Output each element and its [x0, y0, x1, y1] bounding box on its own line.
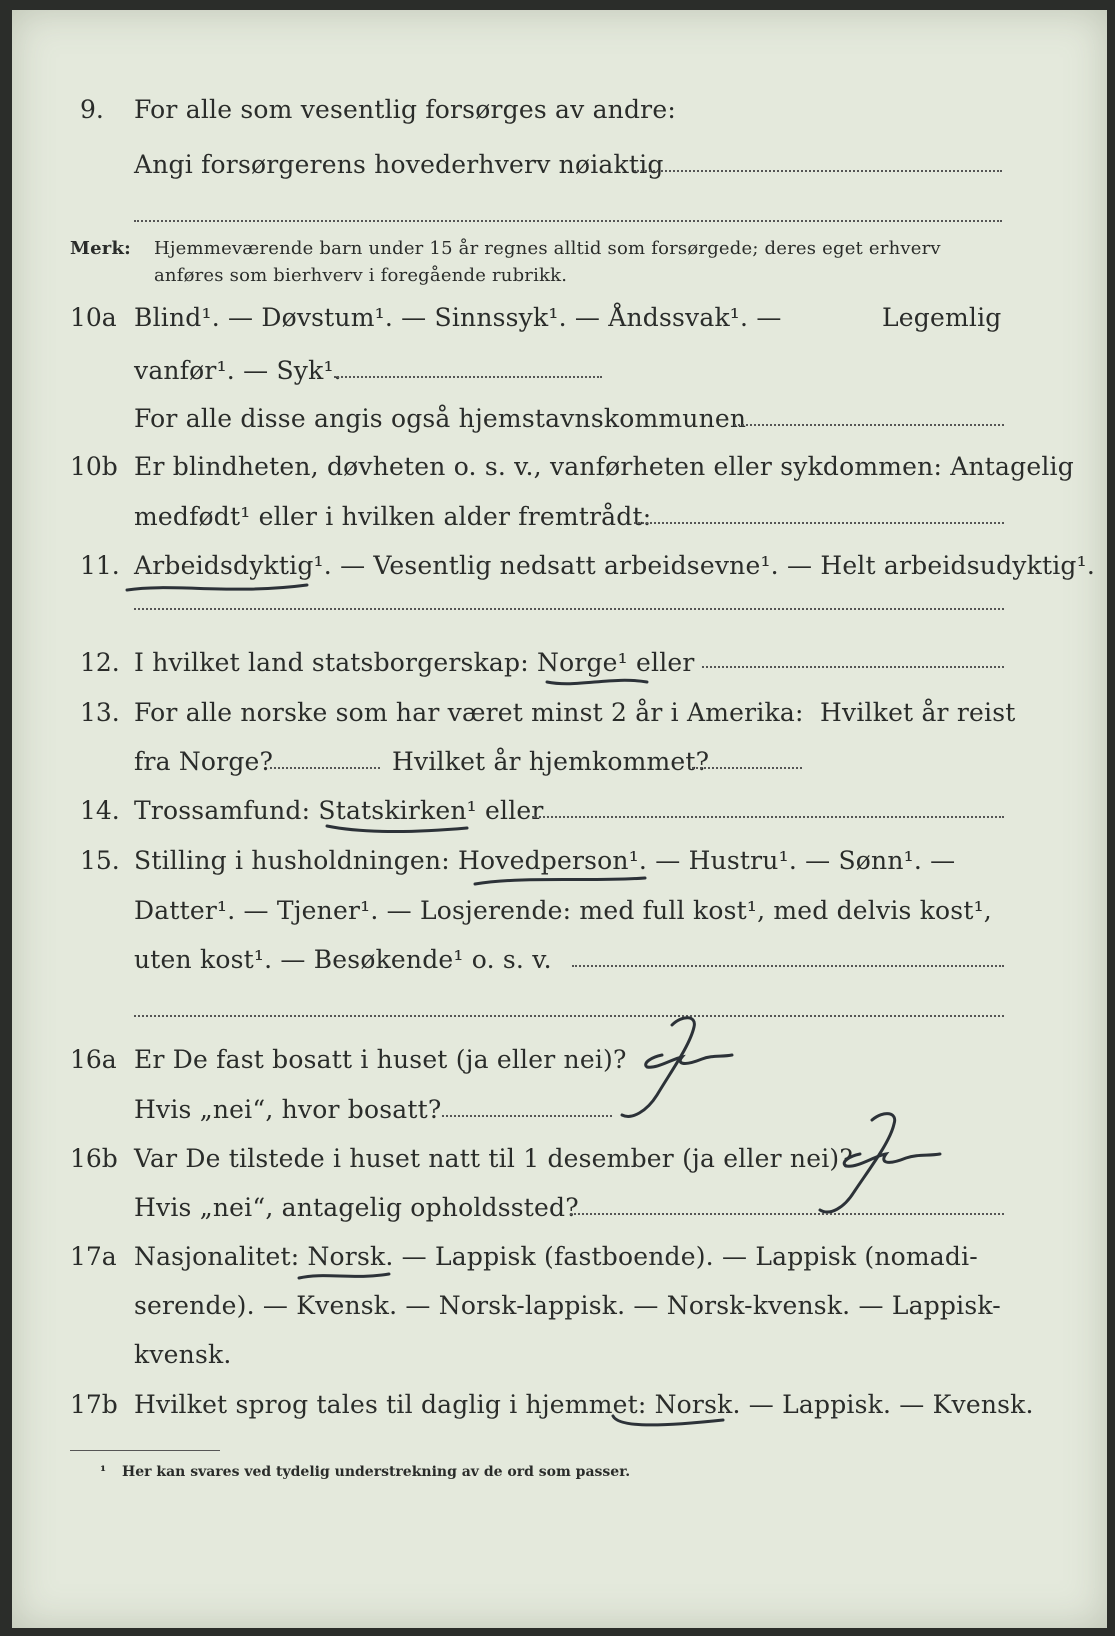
footnote-text: Her kan svares ved tydelig understrekning av de ord som passer.	[122, 1464, 631, 1480]
merk-label: Merk:	[70, 238, 131, 259]
q10a-syk-line	[334, 376, 602, 378]
q15-answer-line-2	[134, 1015, 1004, 1017]
q10a-line1b: Legemlig	[882, 303, 1002, 332]
q9-answer-line-2	[134, 220, 1002, 222]
q9-number: 9.	[80, 95, 104, 124]
q13-line1b: Hvilket år reist	[820, 698, 1016, 727]
q16a-number: 16a	[70, 1045, 117, 1074]
q11-line1: Arbeidsdyktig¹. — Vesentlig nedsatt arbeidsevne¹. — Helt arbeidsudyktig¹.	[134, 551, 1095, 580]
q14-line1: Trossamfund: Statskirken¹ eller	[134, 796, 544, 825]
q9-line2: Angi forsørgerens hovederhverv nøiaktig	[134, 150, 664, 179]
q14-handwritten-underline	[322, 818, 472, 840]
q10b-answer-line	[634, 522, 1004, 524]
q17b-number: 17b	[70, 1390, 118, 1419]
q17a-line2: serende). — Kvensk. — Norsk-lappisk. — Norsk-kvensk. — Lappisk-	[134, 1291, 1001, 1320]
q10a-line3: For alle disse angis også hjemstavnskommunen	[134, 404, 747, 433]
q13-line2b: Hvilket år hjemkommet?	[392, 747, 710, 776]
q16a-handwritten-answer	[602, 1015, 742, 1135]
q10a-line1a: Blind¹. — Døvstum¹. — Sinnssyk¹. — Åndssvak¹. —	[134, 303, 782, 332]
footnote-mark: ¹	[100, 1464, 107, 1480]
q10a-line2: vanfør¹. — Syk¹.	[134, 356, 342, 385]
q15-line2: Datter¹. — Tjener¹. — Losjerende: med full kost¹, med delvis kost¹,	[134, 896, 992, 925]
q9-line1: For alle som vesentlig forsørges av andre:	[134, 95, 676, 124]
q10b-number: 10b	[70, 452, 118, 481]
census-form-page	[12, 10, 1107, 1628]
q11-handwritten-underline	[122, 575, 312, 600]
q16b-answer-line	[570, 1213, 1004, 1215]
q10a-number: 10a	[70, 303, 117, 332]
q11-answer-line	[134, 608, 1004, 610]
q11-number: 11.	[80, 551, 120, 580]
q10a-answer-line	[734, 424, 1004, 426]
q14-answer-line	[532, 816, 1004, 818]
q16b-line2: Hvis „nei“, antagelig opholdssted?	[134, 1193, 579, 1222]
q9-answer-line	[634, 170, 1002, 172]
q16a-line1: Er De fast bosatt i huset (ja eller nei)?	[134, 1045, 627, 1074]
q16a-answer-line	[442, 1115, 612, 1117]
q13-number: 13.	[80, 698, 120, 727]
q13-reist-line	[270, 767, 380, 769]
q12-handwritten-underline	[542, 672, 652, 692]
q17a-line3: kvensk.	[134, 1340, 232, 1369]
q10b-line1: Er blindheten, døvheten o. s. v., vanførheten eller sykdommen: Antagelig	[134, 452, 1074, 481]
q17a-number: 17a	[70, 1242, 117, 1271]
q17a-handwritten-underline	[294, 1266, 394, 1286]
q15-line1: Stilling i husholdningen: Hovedperson¹. — Hustru¹. — Sønn¹. —	[134, 846, 956, 875]
q13-line2a: fra Norge?	[134, 747, 274, 776]
q15-number: 15.	[80, 846, 120, 875]
q15-handwritten-underline	[470, 870, 650, 892]
q17b-line1: Hvilket sprog tales til daglig i hjemmet: Norsk. — Lappisk. — Kvensk.	[134, 1390, 1034, 1419]
q12-line1: I hvilket land statsborgerskap: Norge¹ eller	[134, 648, 695, 677]
q16b-line1: Var De tilstede i huset natt til 1 desember (ja eller nei)?	[134, 1144, 853, 1173]
q12-answer-line	[702, 666, 1004, 668]
q14-number: 14.	[80, 796, 120, 825]
q16b-number: 16b	[70, 1144, 118, 1173]
q16b-handwritten-answer	[802, 1110, 952, 1230]
q13-hjemkommet-line	[692, 767, 802, 769]
q16a-line2: Hvis „nei“, hvor bosatt?	[134, 1095, 442, 1124]
q15-line3: uten kost¹. — Besøkende¹ o. s. v.	[134, 945, 552, 974]
merk-line2: anføres som bierhverv i foregående rubrikk.	[154, 265, 568, 286]
q12-number: 12.	[80, 648, 120, 677]
merk-line1: Hjemmeværende barn under 15 år regnes alltid som forsørgede; deres eget erhverv	[154, 238, 941, 259]
q15-answer-line	[572, 965, 1004, 967]
footnote-rule	[70, 1450, 220, 1451]
q17b-handwritten-underline	[608, 1410, 728, 1435]
q17a-line1: Nasjonalitet: Norsk. — Lappisk (fastboende). — Lappisk (nomadi-	[134, 1242, 978, 1271]
q13-line1a: For alle norske som har været minst 2 år i Amerika:	[134, 698, 804, 727]
q10b-line2: medfødt¹ eller i hvilken alder fremtrådt:	[134, 502, 652, 531]
